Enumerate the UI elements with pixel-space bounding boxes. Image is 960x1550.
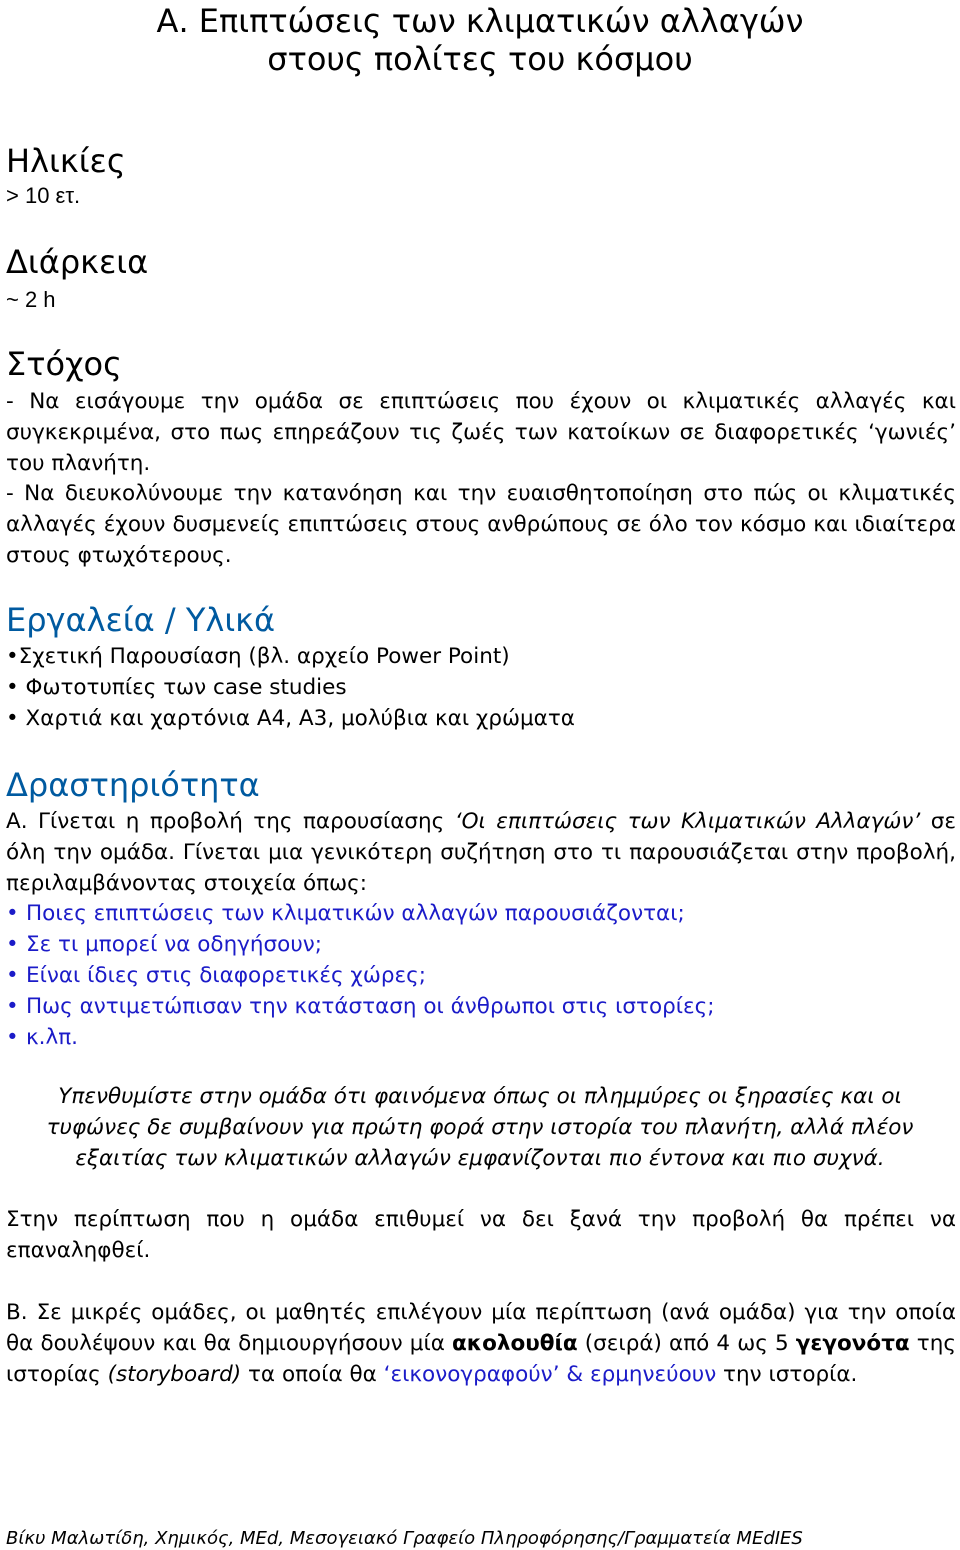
events-term: γεγονότα — [795, 1331, 910, 1356]
tools-item: • Χαρτιά και χαρτόνια Α4, Α3, μολύβια και χρώματα — [6, 706, 575, 731]
tools-item: • Φωτοτυπίες των case studies — [6, 675, 347, 700]
title-line-1: Α. Επιπτώσεις των κλιματικών αλλαγών — [156, 2, 804, 40]
question-text: Πως αντιμετώπισαν την κατάσταση οι άνθρωποι στις ιστορίες; — [26, 994, 715, 1019]
activity-paragraph-a — [6, 806, 956, 899]
activity-b-part-5: την ιστορία. — [716, 1362, 858, 1387]
question-text: Είναι ίδιες στις διαφορετικές χώρες; — [26, 963, 426, 988]
reminder-note: Υπενθυμίστε στην ομάδα ότι φαινόμενα όπως οι πλημμύρες οι ξηρασίες και οι τυφώνες δε συμβαίνουν για πρώτη φορά στην ιστορία του πλανήτη, αλλά πλέον εξαιτίας των κλιματικών αλλαγών εμφανίζονται πιο έντονα και πιο συχνά. — [46, 1084, 914, 1171]
presentation-title: ‘Οι επιπτώσεις των Κλιματικών Αλλαγών’ — [454, 809, 921, 834]
goal-paragraph-2: - Να διευκολύνουμε την κατανόηση και την ευαισθητοποίηση στο πώς οι κλιματικές αλλαγές έχουν δυσμενείς επιπτώσεις στους ανθρώπους σε όλο τον κόσμο και ιδιαίτερα στους φτωχότερους. — [6, 481, 956, 568]
page-footer: Βίκυ Μαλωτίδη, Χημικός, MEd, Μεσογειακό Γραφείο Πληροφόρησης/Γραμματεία MEdIES — [6, 1528, 803, 1549]
question-text: Σε τι μπορεί να οδηγήσουν; — [26, 932, 323, 957]
question-text: Ποιες επιπτώσεις των κλιματικών αλλαγών παρουσιάζονται; — [26, 901, 685, 926]
goal-heading: Στόχος — [6, 345, 122, 383]
activity-b-part-1: Β. Σε μικρές ομάδες, οι μαθητές επιλέγουν μία περίπτωση (ανά ομάδα) για την οποία θα δουλέψουν και θα δημιουργήσουν μία — [6, 1300, 956, 1356]
duration-heading: Διάρκεια — [6, 243, 149, 281]
sequence-term: ακολουθία — [452, 1331, 578, 1356]
activity-b-part-2: (σειρά) από 4 ως 5 — [577, 1331, 796, 1356]
bullet: • — [6, 1025, 19, 1050]
question-text: κ.λπ. — [26, 1025, 79, 1050]
list-item — [6, 960, 956, 991]
discussion-questions — [6, 898, 956, 1053]
activity-a-prefix: Α. Γίνεται η προβολή της παρουσίασης — [6, 809, 455, 834]
ages-value: > 10 ετ. — [6, 183, 81, 208]
bullet: • — [6, 901, 19, 926]
tools-heading: Εργαλεία / Υλικά — [6, 601, 276, 639]
list-item — [6, 929, 956, 960]
list-item — [6, 991, 956, 1022]
page-title — [0, 2, 960, 78]
bullet: • — [6, 963, 19, 988]
activity-b-part-4: τα οποία θα — [241, 1362, 384, 1387]
duration-value: ~ 2 h — [6, 287, 56, 312]
activity-paragraph-b — [6, 1297, 956, 1390]
activity-heading: Δραστηριότητα — [6, 766, 260, 804]
tools-item: •Σχετική Παρουσίαση (βλ. αρχείο Power Point) — [6, 644, 510, 669]
storyboard-term: (storyboard) — [107, 1362, 242, 1387]
bullet: • — [6, 932, 19, 957]
ages-heading: Ηλικίες — [6, 142, 126, 180]
goal-paragraph-1: - Να εισάγουμε την ομάδα σε επιπτώσεις που έχουν οι κλιματικές αλλαγές και συγκεκριμένα, στο πως επηρεάζουν τις ζωές των κατοίκων σε διαφορετικές ‘γωνιές’ του πλανήτη. — [6, 389, 956, 476]
illustrate-interpret-term: ‘εικονογραφούν’ & ερμηνεύουν — [383, 1362, 717, 1387]
bullet: • — [6, 994, 19, 1019]
title-line-2: στους πολίτες του κόσμου — [267, 40, 693, 78]
activity-b-part-3: της ιστορίας — [6, 1331, 956, 1387]
list-item — [6, 1022, 956, 1053]
tools-list — [6, 641, 956, 734]
list-item — [6, 898, 956, 929]
activity-a-rest: σε όλη την ομάδα. Γίνεται μια γενικότερη συζήτηση στο τι παρουσιάζεται στην προβολή, περιλαμβάνοντας στοιχεία όπως: — [6, 809, 956, 896]
repeat-note: Στην περίπτωση που η ομάδα επιθυμεί να δει ξανά την προβολή θα πρέπει να επαναληφθεί. — [6, 1207, 956, 1263]
